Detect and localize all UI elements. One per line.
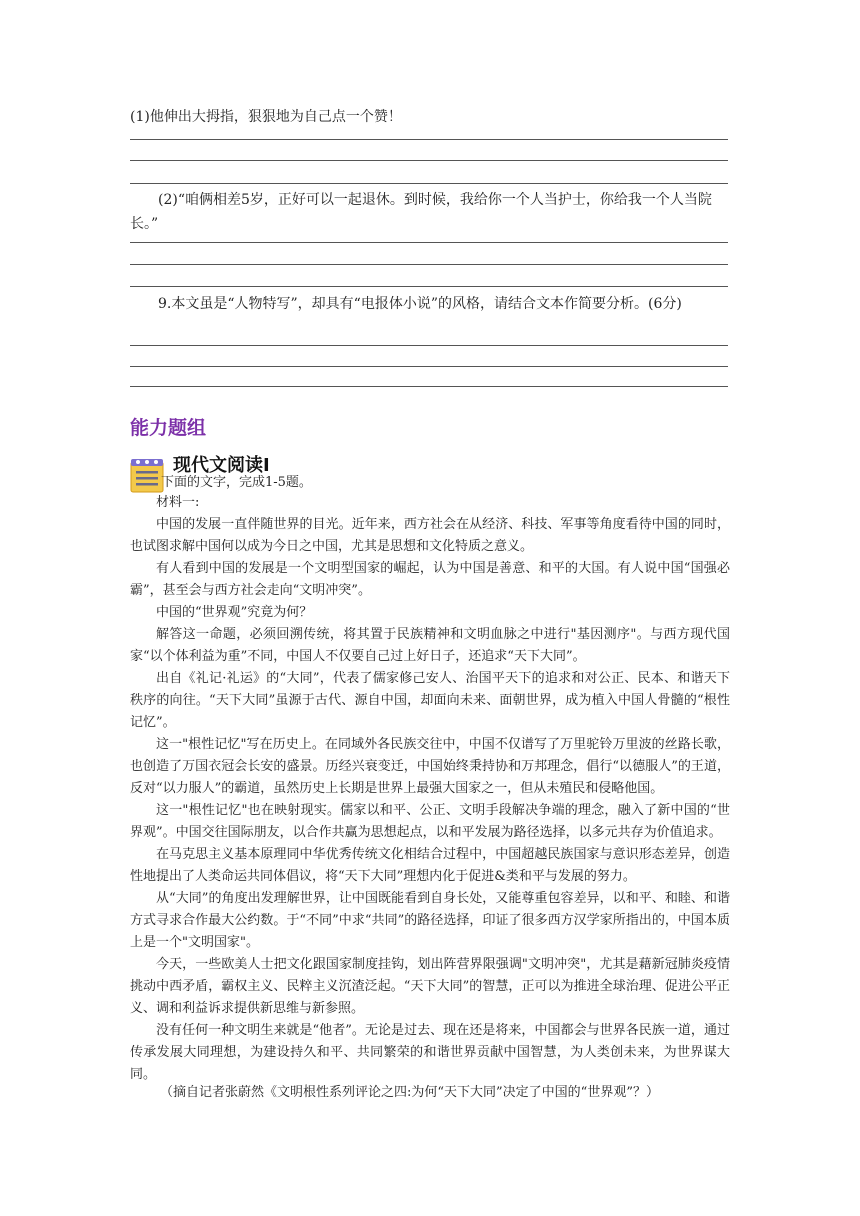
passage-paragraph: 这一"根性记忆"也在映射现实。儒家以和平、公正、文明手段解决争端的理念，融入了新中国的“世界观”。中国交往国际朋友，以合作共赢为思想起点，以和平发展为路径选择，以多元共存为价值追求。 xyxy=(130,803,730,840)
reading-passage xyxy=(130,492,730,1086)
answer-line xyxy=(130,366,728,367)
question-8-part-1: (1)他伸出大拇指，狠狠地为自己点一个赞！ xyxy=(130,109,402,125)
question-8-part-2: (2)“咱俩相差5岁，正好可以一起退休。到时候，我给你一个人当护士，你给我一个人当院长。” xyxy=(130,192,712,232)
passage-paragraph: 有人看到中国的发展是一个文明型国家的崛起，认为中国是善意、和平的大国。有人说中国“国强必霸”，甚至会与西方社会走向“文明冲突”。 xyxy=(130,561,730,598)
subsection-title: 现代文阅读Ⅰ xyxy=(173,455,270,476)
passage-paragraph: 材料一: xyxy=(156,495,200,510)
passage-paragraph: 出自《礼记·礼运》的“大同”，代表了儒家修己安人、治国平天下的追求和对公正、民本、和谐天下秩序的向往。“天下大同”虽源于古代、源自中国，却面向未来、面朝世界，成为植入中国人骨髓的“根性记忆”。 xyxy=(130,671,730,730)
passage-paragraph: 中国的“世界观”究竟为何？ xyxy=(156,605,313,620)
answer-line xyxy=(130,286,728,287)
passage-paragraph: 从“大同”的角度出发理解世界，让中国既能看到自身长处，又能尊重包容差异，以和平、和睦、和谐方式寻求合作最大公约数。于“不同”中求“共同”的路径选择，印证了很多西方汉学家所指出的，中国本质上是一个"文明国家"。 xyxy=(130,891,730,950)
notepad-icon xyxy=(130,457,164,493)
source-citation: （摘自记者张蔚然《文明根性系列评论之四:为何“天下大同”决定了中国的“世界观”？） xyxy=(160,1085,659,1100)
answer-line xyxy=(130,160,728,161)
passage-paragraph: 中国的发展一直伴随世界的目光。近年来，西方社会在从经济、科技、军事等角度看待中国的同时，也试图求解中国何以成为今日之中国，尤其是思想和文化特质之意义。 xyxy=(130,517,730,554)
passage-paragraph: 在马克思主义基本原理同中华优秀传统文化相结合过程中，中国超越民族国家与意识形态差异，创造性地提出了人类命运共同体倡议，将“天下大同”理想内化于促进&类和平与发展的努力。 xyxy=(130,847,730,884)
passage-paragraph: 解答这一命题，必须回溯传统，将其置于民族精神和文明血脉之中进行"基因测序"。与西方现代国家“以个体利益为重”不同，中国人不仅要自己过上好日子，还追求“天下大同”。 xyxy=(130,627,730,664)
answer-line xyxy=(130,139,728,140)
section-title: 能力题组 xyxy=(130,417,207,439)
reading-instruction: 下面的文字，完成1-5题。 xyxy=(161,475,312,490)
passage-paragraph: 这一"根性记忆"写在历史上。在同域外各民族交往中，中国不仅谱写了万里驼铃万里波的丝路长歌，也创造了万国衣冠会长安的盛景。历经兴衰变迁，中国始终秉持协和万邦理念，倡行“以德服人”的王道，反对“以力服人”的霸道，虽然历史上长期是世界上最强大国家之一，但从未殖民和侵略他国。 xyxy=(130,737,730,796)
answer-line xyxy=(130,386,728,387)
answer-line xyxy=(130,264,728,265)
question-9: 9.本文虽是“人物特写”，却具有“电报体小说”的风格，请结合文本作简要分析。(6分) xyxy=(158,296,682,312)
passage-paragraph: 没有任何一种文明生来就是“他者”。无论是过去、现在还是将来，中国都会与世界各民族一道，通过传承发展大同理想，为建设持久和平、共同繁荣的和谐世界贡献中国智慧，为人类创未来，为世界谋大同。 xyxy=(130,1023,730,1082)
answer-line xyxy=(130,183,728,184)
answer-line xyxy=(130,345,728,346)
answer-line xyxy=(130,242,728,243)
passage-paragraph: 今天，一些欧美人士把文化跟国家制度挂钩，划出阵营界限强调"文明冲突"，尤其是藉新冠肺炎疫情挑动中西矛盾，霸权主义、民粹主义沉渣泛起。“天下大同”的智慧，正可以为推进全球治理、促进公平正义、调和利益诉求提供新思维与新参照。 xyxy=(130,957,730,1016)
